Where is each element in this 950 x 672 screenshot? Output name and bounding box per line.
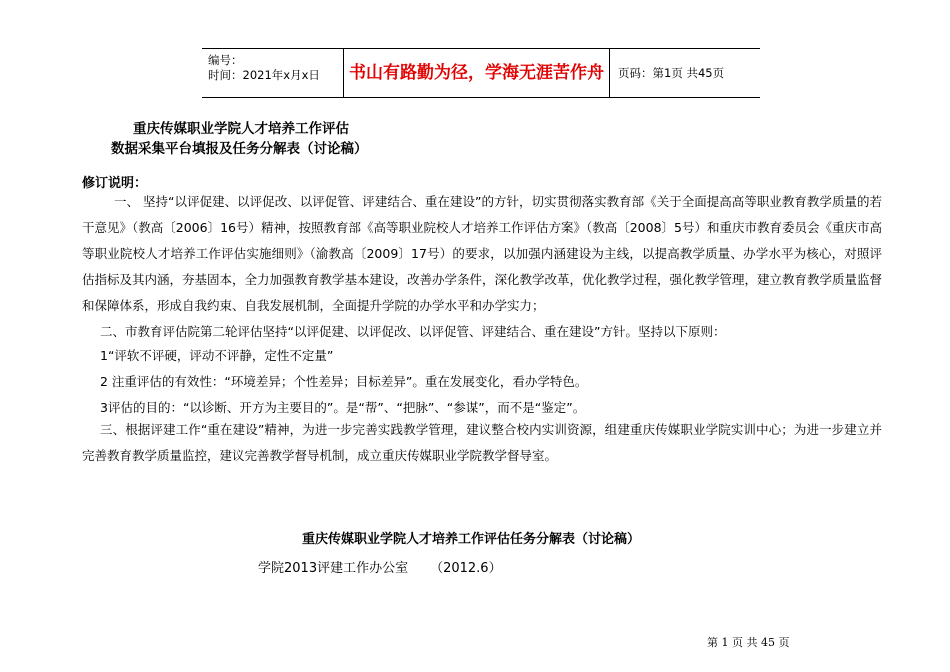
header-page-info: 页码：第1页 共45页 — [618, 66, 725, 80]
paragraph-three: 三、根据评建工作“重在建设”精神，为进一步完善实践教学管理，建议整合校内实训资源，组建重庆传媒职业学院实训中心；为进一步建立并完善教育教学质量监控，建议完善教学督导机制，成立重庆传媒职业学院教学督导室。 — [82, 422, 882, 463]
principle-item-3: 3评估的目的：“以诊断、开方为主要目的”。是“帮”、“把脉”、“参谋”，而不是“鉴定”。 — [100, 400, 586, 415]
paragraph-two: 二、市教育评估院第二轮评估坚持“以评促建、以评促改、以评促管、评建结合、重在建设”方针。坚持以下原则： — [100, 324, 726, 339]
page-footer: 第 1 页 共 45 页 — [707, 636, 790, 649]
document-number-label: 编号： — [208, 53, 243, 67]
task-table-title: 重庆传媒职业学院人才培养工作评估任务分解表（讨论稿） — [302, 532, 641, 547]
office-name: 学院2013评建工作办公室 — [258, 561, 409, 576]
paragraph-one: 一、 坚持“以评促建、以评促改、以评促管、评建结合、重在建设”的方针，切实贯彻落实教育部《关于全面提高高等职业教育教学质量的若干意见》（教高〔2006〕16号）精神，按照教育部《高等职业院校人才培养工作评估方案》（教高〔2008〕5号）和重庆市教育委员会《重庆市高等职业院校人才培养工作评估实施细则》（渝教高〔2009〕17号）的要求，以加强内涵建设为主线，以提高教学质量、办学水平为核心，对照评估指标及其内涵，夯基固本，全力加强教育教学基本建设，改善办学条件，深化教学改革，优化教学过程，强化教学管理，建立教育教学质量监督和保障体系，形成自我约束、自我发展机制，全面提升学院的办学水平和办学实力； — [82, 194, 883, 313]
office-signature — [258, 557, 502, 576]
document-title-line1: 重庆传媒职业学院人才培养工作评估 — [133, 121, 349, 137]
revision-heading: 修订说明： — [82, 176, 148, 191]
principle-item-1: 1“评软不评硬，评动不评静，定性不定量” — [100, 348, 334, 363]
document-header-table — [202, 48, 760, 98]
header-meta-cell — [202, 49, 344, 97]
document-time-label: 时间：2021年x月x日 — [208, 68, 320, 82]
header-motto: 书山有路勤为径，学海无涯苦作舟 — [344, 49, 610, 97]
document-title-line2: 数据采集平台填报及任务分解表（讨论稿） — [111, 141, 368, 157]
office-date: （2012.6） — [430, 561, 502, 576]
principle-item-2: 2 注重评估的有效性：“环境差异；个性差异；目标差异”。重在发展变化，看办学特色。 — [100, 374, 588, 389]
